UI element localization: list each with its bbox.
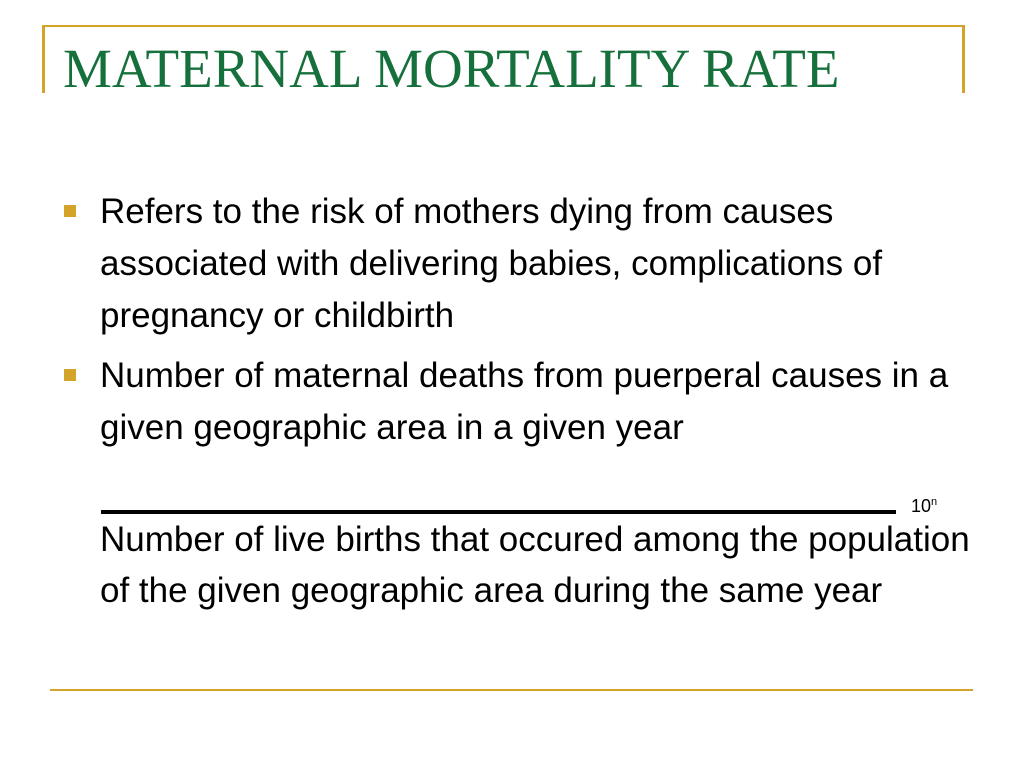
bullet-item-numerator — [100, 350, 960, 454]
multiplier-base: 10 — [911, 496, 932, 516]
title-frame-left-rule — [42, 25, 45, 93]
multiplier-exponent: n — [931, 496, 938, 508]
title-frame-top-rule — [42, 25, 965, 27]
multiplier-term — [911, 497, 937, 515]
numerator-text: Number of maternal deaths from puerperal causes in a given geographic area in a given year — [100, 356, 949, 447]
denominator-text: Number of live births that occured among the population of the given geographic area during the same year — [100, 520, 970, 610]
square-bullet-icon — [64, 205, 76, 217]
bullet-text: Refers to the risk of mothers dying from causes associated with delivering babies, complications of pregnancy or childbirth — [100, 192, 883, 335]
title-frame-right-rule — [962, 25, 965, 93]
slide-title: MATERNAL MORTALITY RATE — [63, 38, 840, 99]
footer-rule — [50, 689, 973, 691]
square-bullet-icon — [64, 369, 76, 381]
bullet-item-risk-definition — [100, 186, 960, 342]
